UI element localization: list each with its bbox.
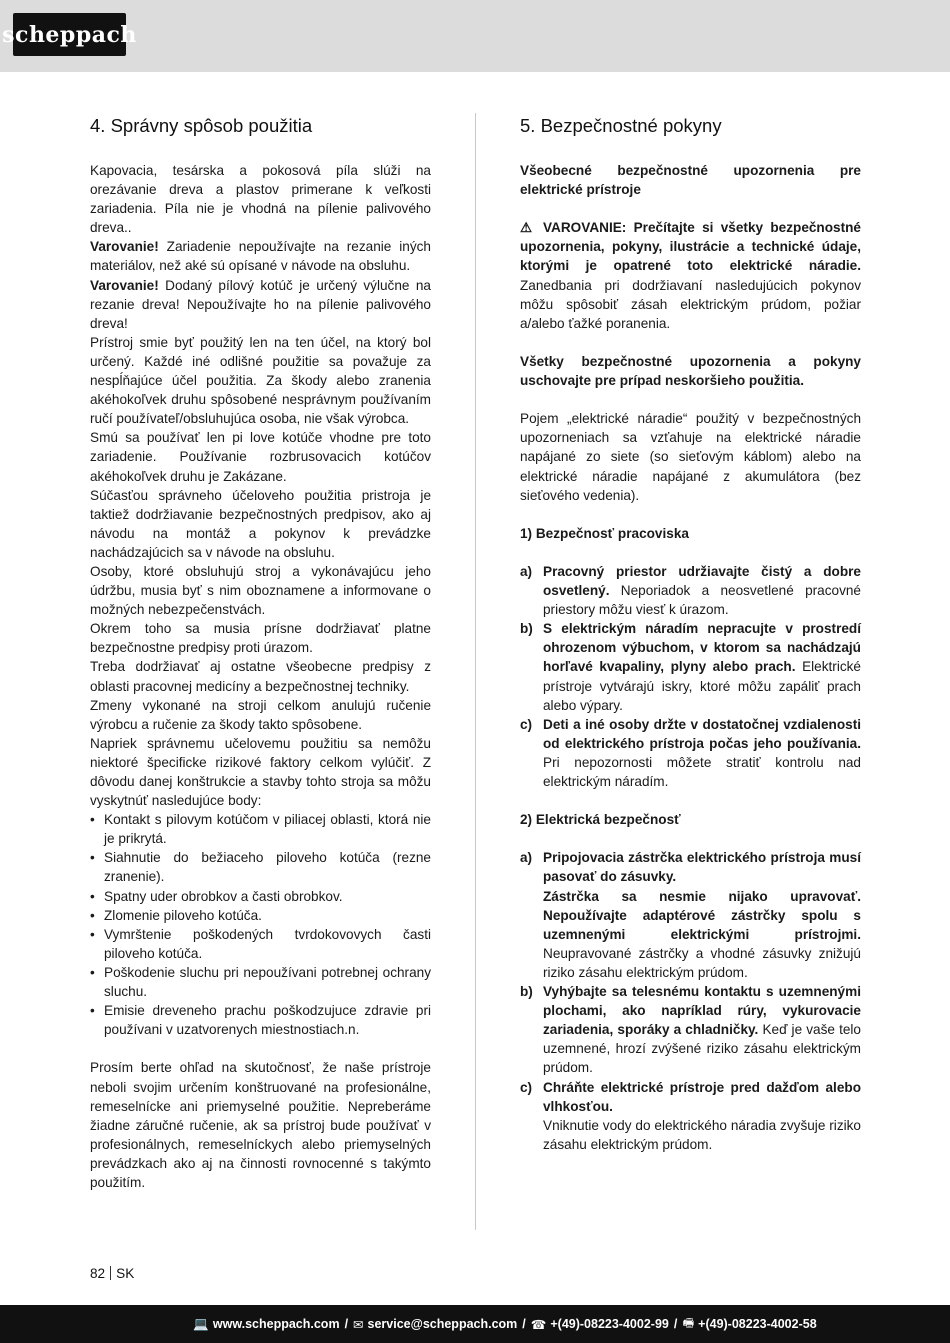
- left-column: [90, 113, 431, 1192]
- list-item: a) Pracovný priestor udržiavajte čistý a dobre osvetlený. Neporiadok a neosvetlené pracovné priestory môžu viesť k úrazom.: [520, 563, 861, 618]
- list-item: • Zlomenie piloveho kotúča.: [90, 906, 431, 925]
- paragraph-7: Treba dodržiavať aj ostatne všeobecne predpisy z oblasti pracovnej medicíny a bezpečnostnej techniky.: [90, 659, 431, 694]
- list-item: a) Pripojovacia zástrčka elektrického prístroja musí pasovať do zásuvky. Zástrčka sa nesmie nijako upravovať. Nepoužívajte adaptérové zástrčky spolu s uzemnenými elektrickými prístrojmi. Neupravované zástrčky a vhodné zásuvky znižujú riziko zásahu elektrickým prúdom.: [520, 850, 861, 980]
- phone-number: +(49)-08223-4002-99: [550, 1317, 669, 1331]
- warning-bold-text: VAROVANIE: Prečítajte si všetky bezpečnostné upozornenia, pokyny, ilustrácie a technické údaje, ktorými je opatrené toto elektrické náradie.: [520, 220, 861, 274]
- warning-2-label: Varovanie!: [90, 277, 159, 293]
- paragraph-6: Okrem toho sa musia prísne dodržiavať platne bezpečnostne predpisy proti úrazom.: [90, 621, 431, 656]
- fax-number: +(49)-08223-4002-58: [698, 1317, 817, 1331]
- paragraph-8: Zmeny vykonané na stroji celkom anulujú ručenie výrobcu a ručenie za škody takto spôsobene.: [90, 697, 431, 732]
- warning-1: [90, 237, 431, 275]
- warning-1-label: Varovanie!: [90, 239, 159, 255]
- list-item: c) Deti a iné osoby držte v dostatočnej vzdialenosti od elektrického prístroja počas jeho používania. Pri nepozornosti môžete stratiť kontrolu nad elektrickým náradím.: [520, 716, 861, 789]
- list-item: • Poškodenie sluchu pri nepoužívani potrebnej ochrany sluchu.: [90, 963, 431, 1001]
- list-item: • Emisie dreveneho prachu poškodzujuce zdravie pri používani v uzatvorenych miestnostiach.n.: [90, 1001, 431, 1039]
- website-link[interactable]: www.scheppach.com: [212, 1317, 340, 1331]
- general-safety-heading: Všeobecné bezpečnostné upozornenia pre elektrické prístroje: [520, 163, 861, 198]
- footer-bar: 💻 www.scheppach.com / ✉ service@scheppach.com / ☎ +(49)-08223-4002-99 / 🖷 +(49)-08223-4002-58: [0, 1305, 950, 1343]
- warning-2-text: Dodaný pílový kotúč je určený výlučne na rezanie dreva! Nepoužívajte ho na pílenie palivového dreva!: [90, 277, 431, 331]
- list-item: • Kontakt s pilovym kotúčom v piliacej oblasti, ktorá nie je prikrytá.: [90, 810, 431, 848]
- warning-text: Zanedbania pri dodržiavaní nasledujúcich pokynov môžu spôsobiť zásah elektrickým prúdom, požiar a/alebo ťažké poranenia.: [520, 277, 861, 331]
- right-column: [520, 113, 861, 1154]
- phone-icon: ☎: [530, 1317, 547, 1332]
- list-item: c) Chráňte elektrické prístroje pred dažďom alebo vlhkosťou. Vniknutie vody do elektrického náradia zvyšuje riziko zásahu elektrickým prúdom.: [520, 1079, 861, 1152]
- warning-2: [90, 276, 431, 333]
- brand-logo: scheppach: [13, 13, 126, 56]
- paragraph-4: Súčasťou správneho účeloveho použitia pristroja je taktiež dodržiavanie bezpečnostných predpisov, ako aj návodu na montáž a pokynov k prevádzke nachádzajúcich sa v návode na obsluhu.: [90, 487, 431, 560]
- computer-icon: 💻: [193, 1316, 209, 1331]
- section-4-title: 4. Správny spôsob použitia: [90, 115, 313, 136]
- electrical-safety-heading: 2) Elektrická bezpečnosť: [520, 812, 681, 828]
- page-number: 82 SK: [90, 1266, 135, 1281]
- list-item: • Siahnutie do bežiaceho piloveho kotúča (rezne zranenie).: [90, 848, 431, 886]
- email-link[interactable]: service@scheppach.com: [367, 1317, 518, 1331]
- warning-1-text: Zariadenie nepoužívajte na rezanie iných materiálov, než aké sú opísané v návode na obsluhu.: [90, 239, 431, 274]
- workplace-safety-heading: 1) Bezpečnosť pracoviska: [520, 525, 689, 541]
- paragraph-9: Napriek správnemu učelovemu použitiu sa nemôžu niektoré špecificke rizikové faktory celkom vylúčiť. Z dôvodu danej konštrukcie a stavby tohto stroja sa môžu vyskytnúť nasledujúce body:: [90, 735, 431, 809]
- list-item: b) Vyhýbajte sa telesnému kontaktu s uzemnenými plochami, ako napríklad rúry, vykurovacie zariadenia, sporáky a chladničky. Keď je vaše telo uzemnené, hrozí zvýšené riziko zásahu elektrickým prúdom.: [520, 984, 861, 1076]
- keep-instructions: Všetky bezpečnostné upozornenia a pokyny uschovajte pre prípad neskoršieho použitia.: [520, 353, 861, 389]
- paragraph-5: Osoby, ktoré obsluhujú stroj a vykonávajúcu jeho údržbu, musia byť s nim oboznamene a informovane o možných nebezpečenstvách.: [90, 563, 431, 618]
- list-item: • Spatny uder obrobkov a časti obrobkov.: [90, 887, 431, 906]
- risk-list: [90, 810, 431, 1039]
- header-band: [0, 0, 950, 72]
- list-item: b) S elektrickým náradím nepracujte v prostredí ohrozenom výbuchom, v ktorom sa nachádzajú horľavé kvapaliny, plyny alebo prach. Elektrické prístroje vytvárajú iskry, ktoré môžu zapáliť prach alebo výpary.: [520, 621, 861, 713]
- electrical-safety-list: [520, 848, 861, 1154]
- list-item: • Vymrštenie poškodených tvrdokovovych časti piloveho kotúča.: [90, 925, 431, 963]
- paragraph-10: Prosím berte ohľad na skutočnosť, že naše prístroje neboli svojim určením konštruované na profesionálne, remeselnícke ani priemyselné použitie. Nepreberáme žiadne záručné ručenie, ak sa prístroj bude používať v profesionálnych, remeselníckych alebo priemyselných prevádzkach ako aj na činnosti rovnocenné s takýmto použitím.: [90, 1060, 431, 1190]
- paragraph-2: Prístroj smie byť použitý len na ten účel, na ktorý bol určený. Každé iné odlišné použitie sa považuje za nespĺňajúce účel použitia. Za škody alebo zranenia akéhokoľvek druhu spôsobené nesprávnym používaním ručí používateľ/obsluhujúca osoba, nie však výrobca.: [90, 334, 431, 427]
- mail-icon: ✉: [353, 1317, 364, 1332]
- term-paragraph: Pojem „elektrické náradie“ použitý v bezpečnostných upozorneniach sa vzťahuje na elektrické náradie napájané zo siete (so sieťovým káblom) alebo na elektrické náradie napájané z akumulátora (bez sieťového vedenia).: [520, 411, 861, 503]
- paragraph-3: Smú sa používať len pi love kotúče vhodne pre toto zariadenie. Používanie rozbrusovacich kotúčov akéhokoľvek druhu je Zakázane.: [90, 430, 431, 484]
- workplace-safety-list: [520, 562, 861, 791]
- warning-icon: ⚠: [520, 220, 536, 236]
- fax-icon: 🖷: [682, 1315, 695, 1330]
- intro-paragraph: Kapovacia, tesárska a pokosová píla slúži na orezávanie dreva a plastov primerane k veľkosti zariadenia. Píla nie je vhodná na pílenie palivového dreva..: [90, 163, 431, 236]
- section-5-title: 5. Bezpečnostné pokyny: [520, 115, 722, 136]
- warning-paragraph: [520, 218, 861, 333]
- column-divider: [475, 113, 476, 1230]
